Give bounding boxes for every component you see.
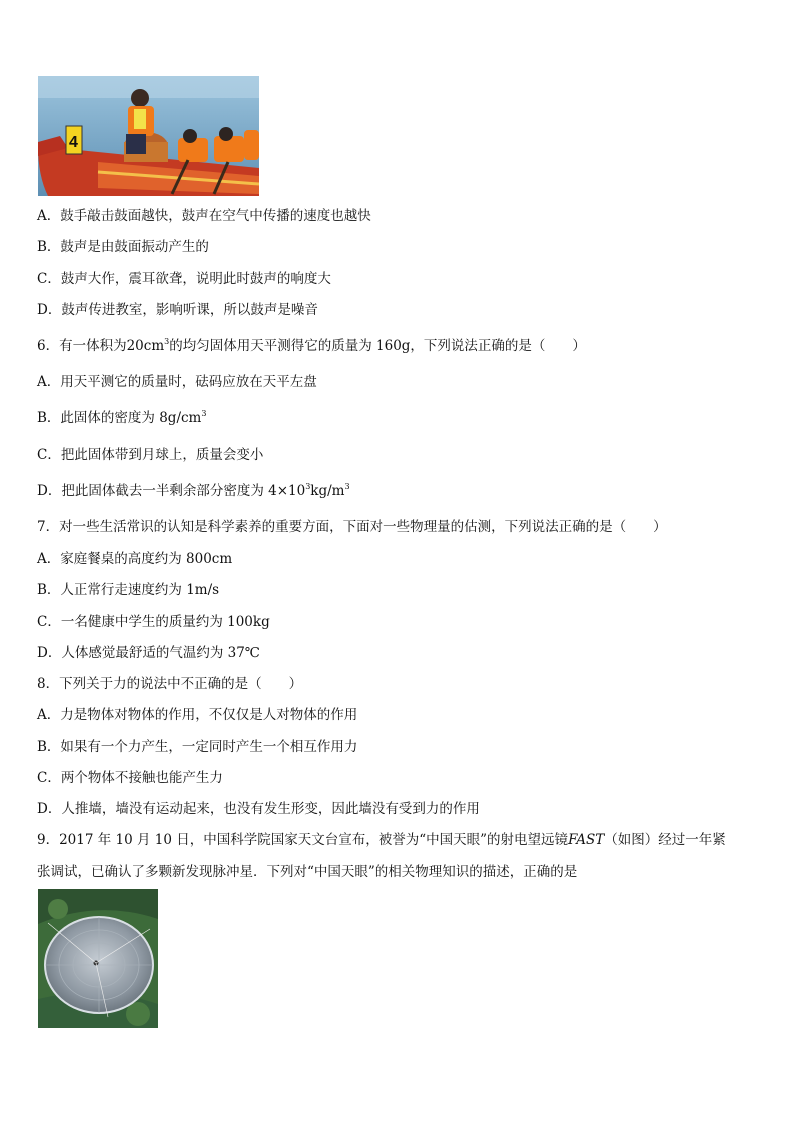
q5-option-c: C．鼓声大作，震耳欲聋，说明此时鼓声的响度大 <box>37 271 331 287</box>
q7-stem: 7．对一些生活常识的认知是科学素养的重要方面，下面对一些物理量的估测，下列说法正确的是（ ） <box>37 519 667 535</box>
q9-stem-line1 <box>37 831 726 849</box>
q6-option-d-sup1: 3 <box>305 482 311 491</box>
q6-option-d-text: D．把此固体截去一半剩余部分密度为 4×10 <box>37 483 306 499</box>
svg-text:4: 4 <box>69 134 78 151</box>
q8-stem: 8．下列关于力的说法中不正确的是（ ） <box>37 676 303 692</box>
q6-option-c: C．把此固体带到月球上，质量会变小 <box>37 447 264 463</box>
q6-stem-volume: 20cm <box>126 338 165 354</box>
q8-option-c: C．两个物体不接触也能产生力 <box>37 770 223 786</box>
q8-option-b: B．如果有一个力产生，一定同时产生一个相互作用力 <box>37 739 358 755</box>
q6-option-b-sup: 3 <box>201 409 207 418</box>
q7-option-d: D．人体感觉最舒适的气温约为 37℃ <box>37 645 260 661</box>
q6-option-b <box>37 409 206 427</box>
q6-stem-text-b: 的均匀固体用天平测得它的质量为 160g，下列说法正确的是（ ） <box>169 338 586 354</box>
q8-option-a: A．力是物体对物体的作用，不仅仅是人对物体的作用 <box>37 707 358 723</box>
q5-option-a: A．鼓手敲击鼓面越快，鼓声在空气中传播的速度也越快 <box>37 208 371 224</box>
q9-stem-line2: 张调试，已确认了多颗新发现脉冲星．下列对“中国天眼”的相关物理知识的描述，正确的是 <box>37 864 578 880</box>
q9-stem-fast: FAST <box>568 832 605 848</box>
q6-option-a: A．用天平测它的质量时，砝码应放在天平左盘 <box>37 374 317 390</box>
q7-option-c: C．一名健康中学生的质量约为 100kg <box>37 614 270 630</box>
q6-option-d-sup2: 3 <box>344 482 350 491</box>
dragon-boat-photo <box>38 76 259 196</box>
q8-option-d: D．人推墙，墙没有运动起来，也没有发生形变，因此墙没有受到力的作用 <box>37 801 480 817</box>
q6-option-b-text: B．此固体的密度为 8g/cm <box>37 410 202 426</box>
q5-option-b: B．鼓声是由鼓面振动产生的 <box>37 239 209 255</box>
q9-stem-text-b: （如图）经过一年紧 <box>604 832 726 848</box>
q6-stem-text-a: 6．有一体积为 <box>37 338 127 354</box>
q6-stem-sup: 3 <box>164 337 170 346</box>
q9-stem-text-a: 9．2017 年 10 月 10 日，中国科学院国家天文台宣布，被誉为“中国天眼”的射电望远镜 <box>37 832 569 848</box>
fast-telescope-photo <box>38 889 158 1028</box>
q6-stem <box>37 337 586 355</box>
q6-option-d <box>37 482 350 500</box>
q7-option-b: B．人正常行走速度约为 1m/s <box>37 582 220 598</box>
q7-option-a: A．家庭餐桌的高度约为 800cm <box>37 551 233 567</box>
q5-option-d: D．鼓声传进教室，影响听课，所以鼓声是噪音 <box>37 302 318 318</box>
q6-option-d-unit: kg/m <box>310 483 345 499</box>
